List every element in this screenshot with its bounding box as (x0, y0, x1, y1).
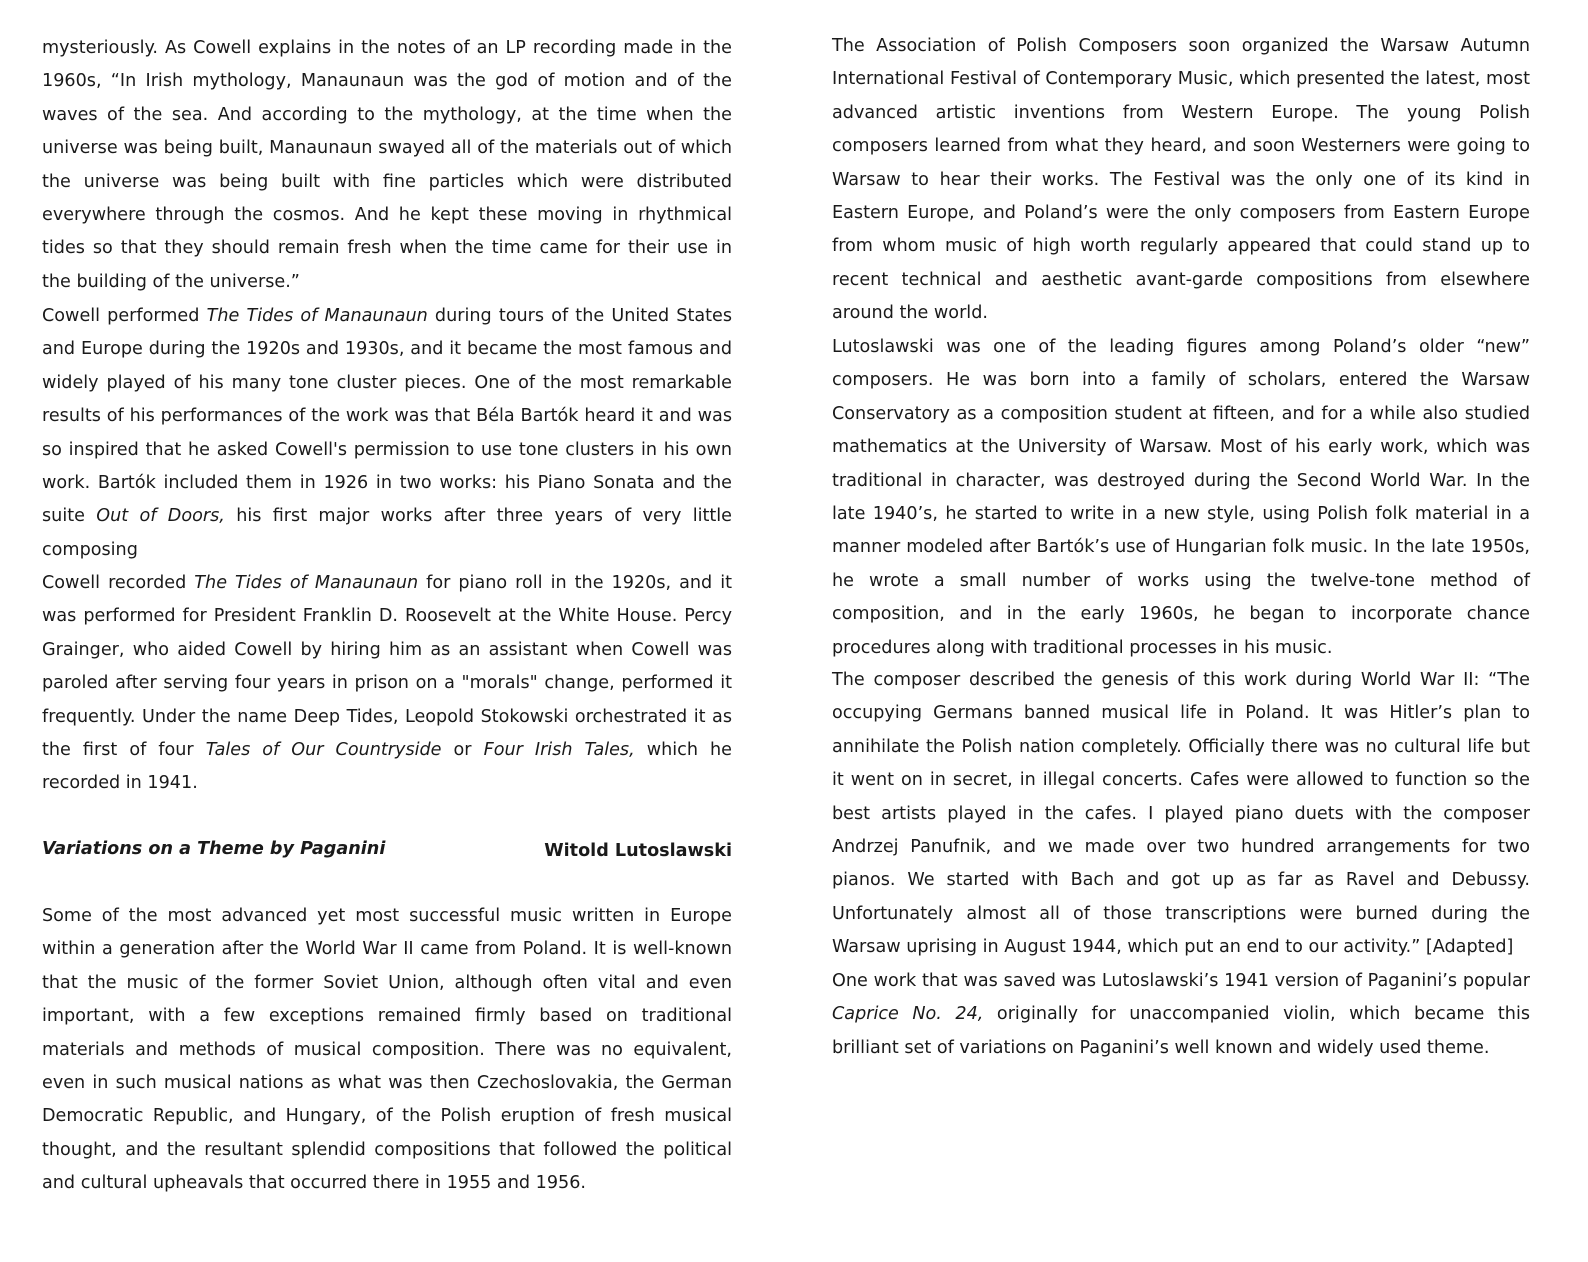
work-title-tides: The Tides of Manaunaun (194, 573, 419, 593)
left-page (0, 0, 790, 1262)
left-paragraph-4: Some of the most advanced yet most successful music written in Europe within a generation after the World War II came from Poland. It is well-known that the music of the former Soviet Union, although often vital and even important, with a few exceptions remained firmly based on traditional materials and methods of musical composition. There was no equivalent, even in such musical nations as what was then Czechoslovakia, the German Democratic Republic, and Hungary, of the Polish eruption of fresh musical thought, and the resultant splendid compositions that followed the political and cultural upheavals that occurred there in 1955 and 1956. (42, 906, 732, 1194)
piece-title: Variations on a Theme by Paganini (42, 839, 386, 859)
work-title-out-of-doors: Out of Doors, (96, 506, 225, 527)
text-run: his first major works after three years of very little composing (42, 506, 732, 560)
right-page (790, 0, 1588, 1262)
text-run: or (441, 740, 484, 761)
right-paragraph-3: The composer described the genesis of this work during World War II: “The occupying Germans banned musical life in Poland. It was Hitler’s plan to annihilate the Polish nation completely. Officially there was no cultural life but it went on in secret, in illegal concerts. Cafes were allowed to function so the best artists played in the cafes. I played piano duets with the composer Andrzej Panufnik, and we made over two hundred arrangements for two pianos. We started with Bach and got up as far as Ravel and Debussy. Unfortunately almost all of those transcriptions were burned during the Warsaw uprising in August 1944, which put an end to our activity.” [Adapted] (832, 670, 1530, 958)
left-paragraph-2 (42, 300, 732, 567)
right-paragraph-2: Lutoslawski was one of the leading figures among Poland’s older “new” composers. He was born into a family of scholars, entered the Warsaw Conservatory as a composition student at fifteen, and for a while also studied mathematics at the University of Warsaw. Most of his early work, which was traditional in character, was destroyed during the Second World War. In the late 1940’s, he started to write in a new style, using Polish folk material in a manner modeled after Bartók’s use of Hungarian folk music. In the late 1950s, he wrote a small number of works using the twelve-tone method of composition, and in the early 1960s, he began to incorporate chance procedures along with traditional processes in his music. (832, 337, 1530, 658)
piece-heading (42, 832, 732, 866)
text-run: during tours of the United States and Europe during the 1920s and 1930s, and it became the most famous and widely played of his many tone cluster pieces. One of the most remarkable results of his performances of the work was that Béla Bartók heard it and was so inspired that he asked Cowell's permission to use tone clusters in his own work. Bartók included them in 1926 in two works: his Piano Sonata and the suite (42, 306, 733, 527)
text-run: which he recorded in 1941. (42, 740, 732, 794)
piece-composer: Witold Lutoslawski (544, 841, 732, 861)
text-run: Cowell performed (42, 306, 207, 326)
work-title-tales-of-our-countryside: Tales of Our Countryside (205, 740, 442, 761)
left-paragraph-1: mysteriously. As Cowell explains in the notes of an LP recording made in the 1960s, “In Irish mythology, Manaunaun was the god of motion and of the waves of the sea. And according to the mythology, at the time when the universe was being built, Manaunaun swayed all of the materials out of which the universe was being built with fine particles which were distributed everywhere through the cosmos. And he kept these moving in rhythmical tides so that they should remain fresh when the time came for their use in the building of the universe.” (42, 38, 732, 292)
left-paragraph-3 (42, 567, 732, 801)
text-run: Cowell recorded (42, 573, 195, 593)
work-title-caprice: Caprice No. 24, (832, 1004, 984, 1025)
work-title-tides: The Tides of Manaunaun (206, 306, 428, 326)
text-run: originally for unaccompanied violin, which became this brilliant set of variations on Paganini’s well known and widely used theme. (832, 1004, 1530, 1058)
text-run: One work that was saved was Lutoslawski’s 1941 version of Paganini’s popular (832, 971, 1530, 991)
right-paragraph-4 (832, 965, 1530, 1065)
work-title-four-irish-tales: Four Irish Tales, (483, 740, 635, 761)
text-run: for piano roll in the 1920s, and it was performed for President Franklin D. Roosevelt at the White House. Percy Grainger, who aided Cowell by hiring him as an assistant when Cowell was paroled after serving four years in prison on a "morals" change, performed it frequently. Under the name Deep Tides, Leopold Stokowski orchestrated it as the first of four (42, 573, 733, 761)
right-paragraph-1: The Association of Polish Composers soon organized the Warsaw Autumn International Festival of Contemporary Music, which presented the latest, most advanced artistic inventions from Western Europe. The young Polish composers learned from what they heard, and soon Westerners were going to Warsaw to hear their works. The Festival was the only one of its kind in Eastern Europe, and Poland’s were the only composers from Eastern Europe from whom music of high worth regularly appeared that could stand up to recent technical and aesthetic avant-garde compositions from elsewhere around the world. (832, 36, 1530, 324)
